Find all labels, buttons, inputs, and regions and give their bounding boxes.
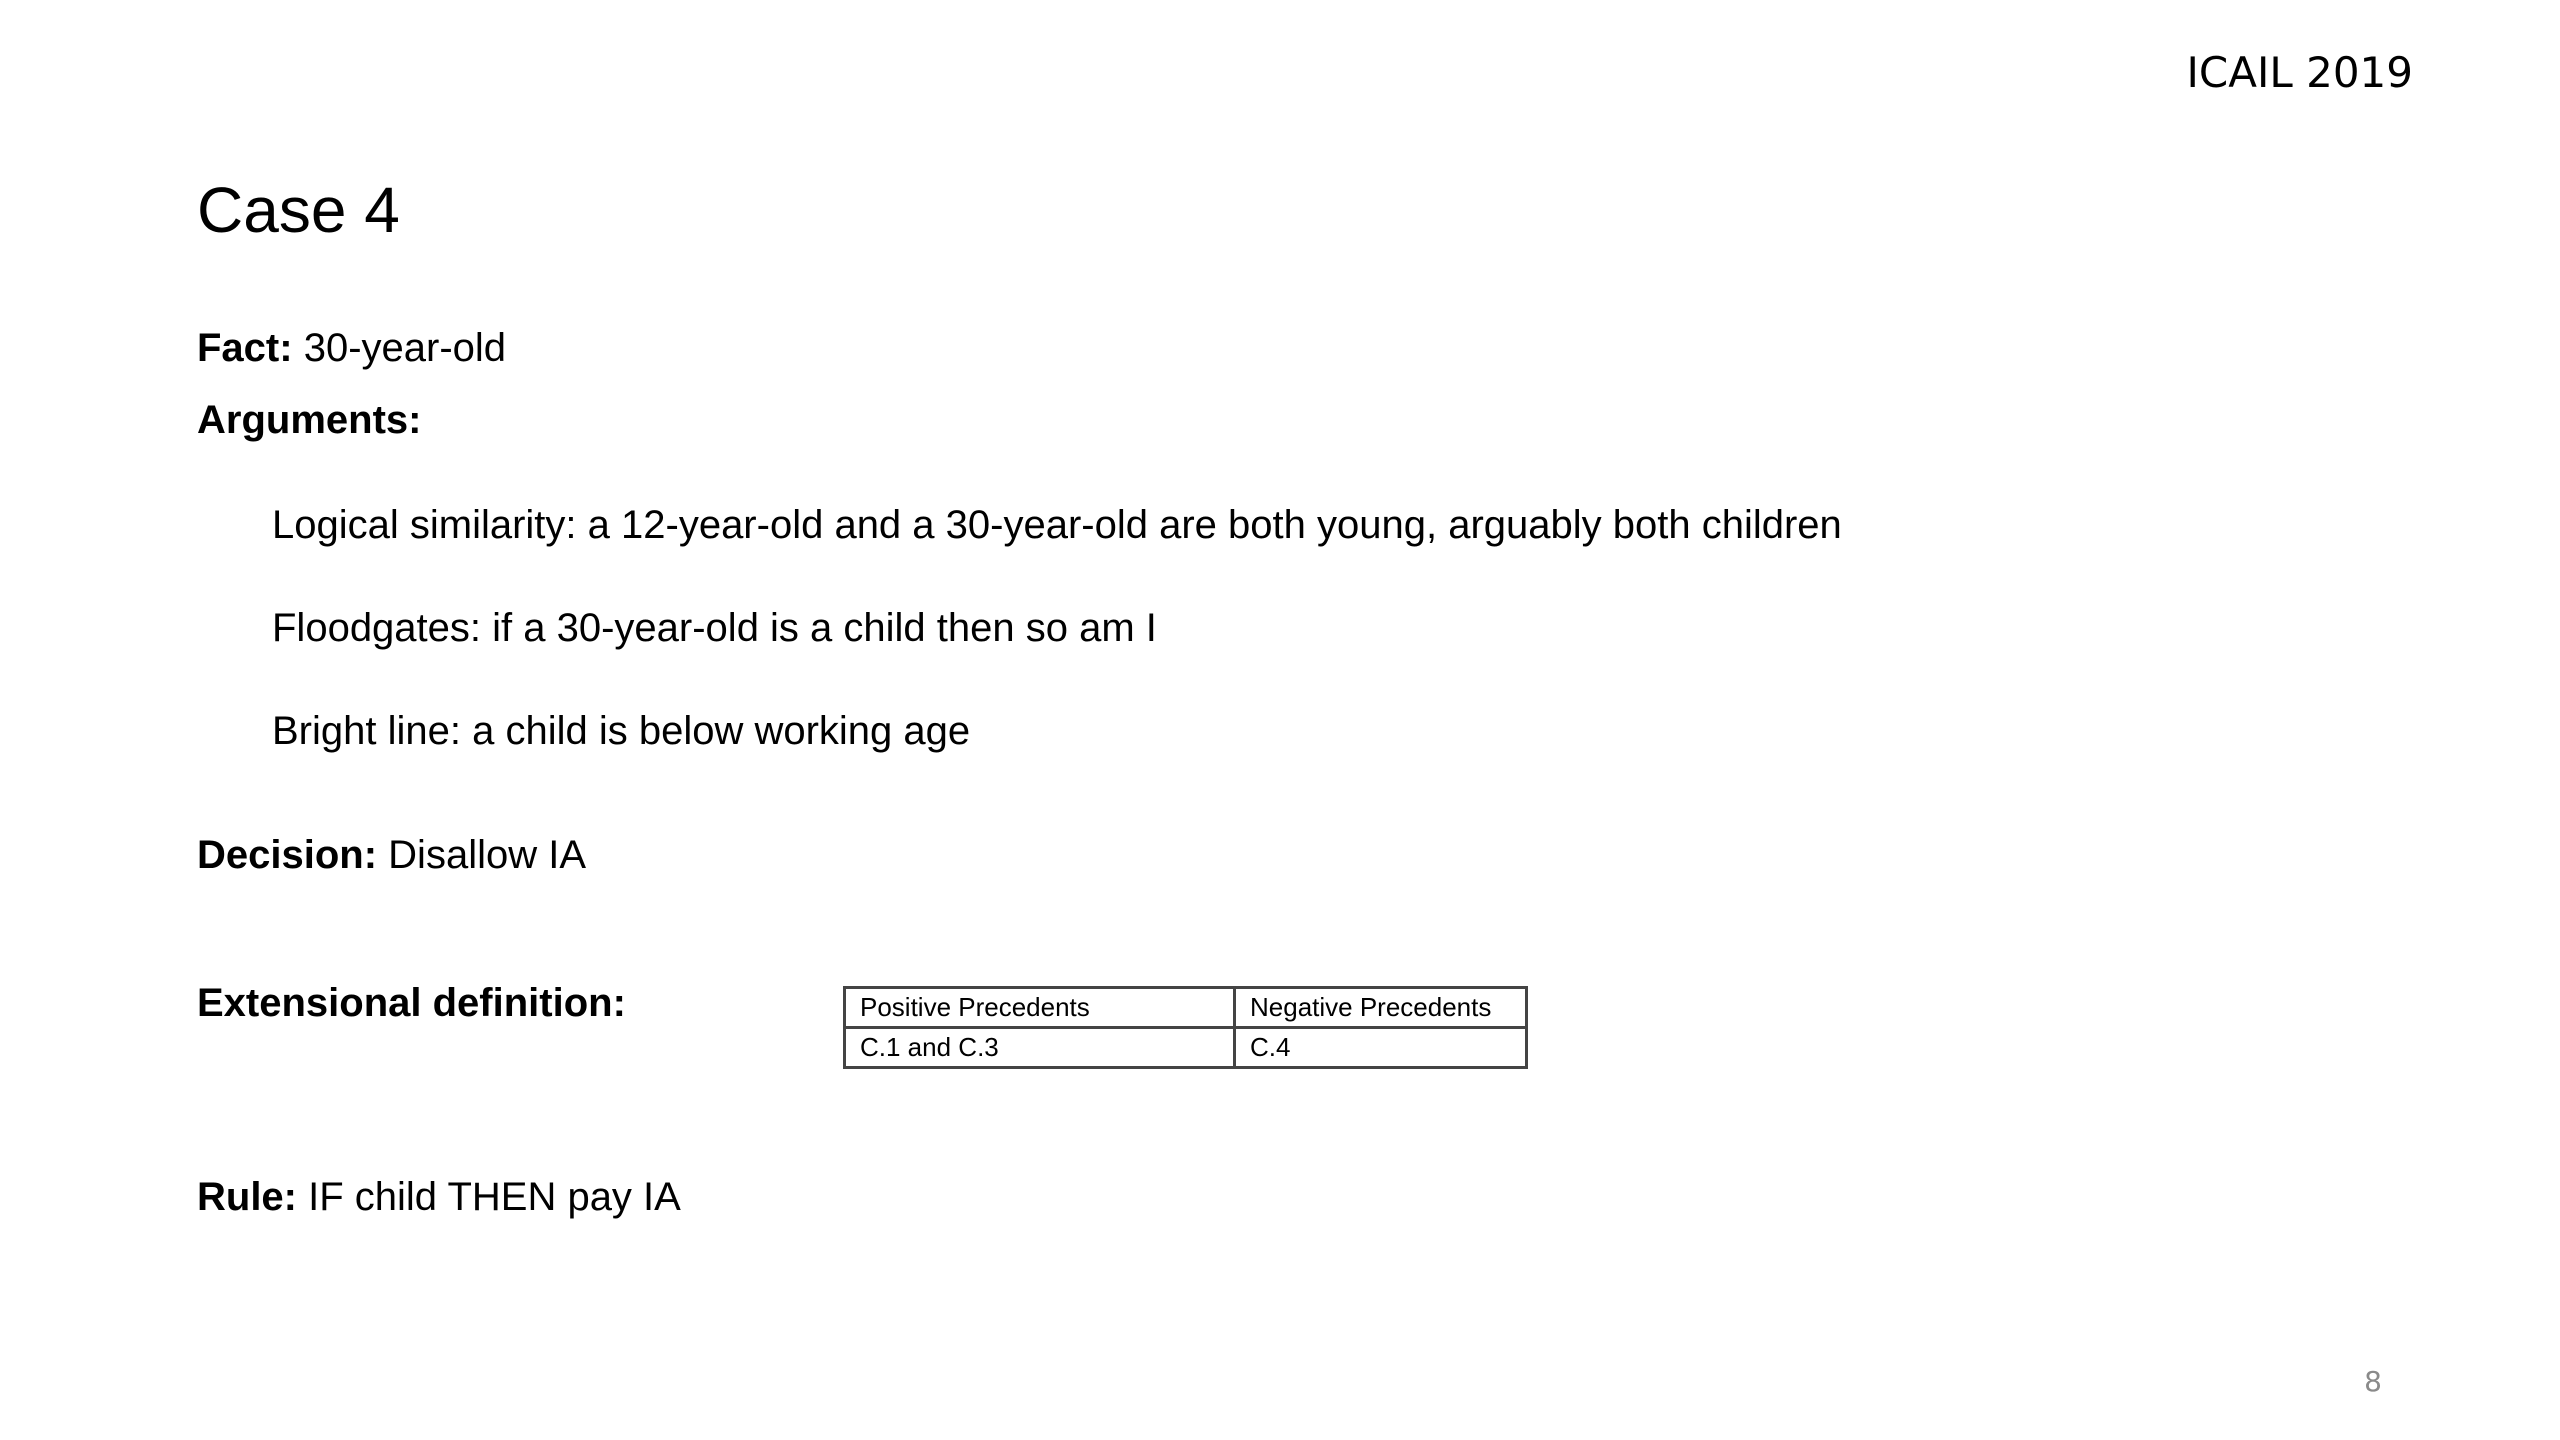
negative-precedents-cell: C.4 <box>1235 1028 1527 1068</box>
column-header-negative: Negative Precedents <box>1235 988 1527 1028</box>
rule-label: Rule: <box>197 1175 297 1219</box>
rule-value: IF child THEN pay IA <box>308 1175 681 1219</box>
decision-line <box>197 835 586 875</box>
fact-line <box>197 328 506 368</box>
conference-label: ICAIL 2019 <box>2186 48 2413 97</box>
positive-precedents-cell: C.1 and C.3 <box>845 1028 1235 1068</box>
precedents-table <box>843 986 1528 1069</box>
column-header-positive: Positive Precedents <box>845 988 1235 1028</box>
argument-item: Floodgates: if a 30-year-old is a child then so am I <box>272 606 1157 650</box>
rule-line <box>197 1177 681 1217</box>
page-number: 8 <box>2364 1365 2382 1398</box>
fact-label: Fact: <box>197 326 293 370</box>
argument-item: Bright line: a child is below working age <box>272 709 971 753</box>
table-header-row <box>845 988 1527 1028</box>
decision-value: Disallow IA <box>388 833 587 877</box>
slide-title: Case 4 <box>197 174 400 246</box>
arguments-label: Arguments: <box>197 398 422 442</box>
decision-label: Decision: <box>197 833 378 877</box>
argument-item: Logical similarity: a 12-year-old and a 30-year-old are both young, arguably both children <box>272 503 1842 547</box>
fact-value: 30-year-old <box>303 326 507 370</box>
extensional-definition-label: Extensional definition: <box>197 981 626 1025</box>
table-row <box>845 1028 1527 1068</box>
